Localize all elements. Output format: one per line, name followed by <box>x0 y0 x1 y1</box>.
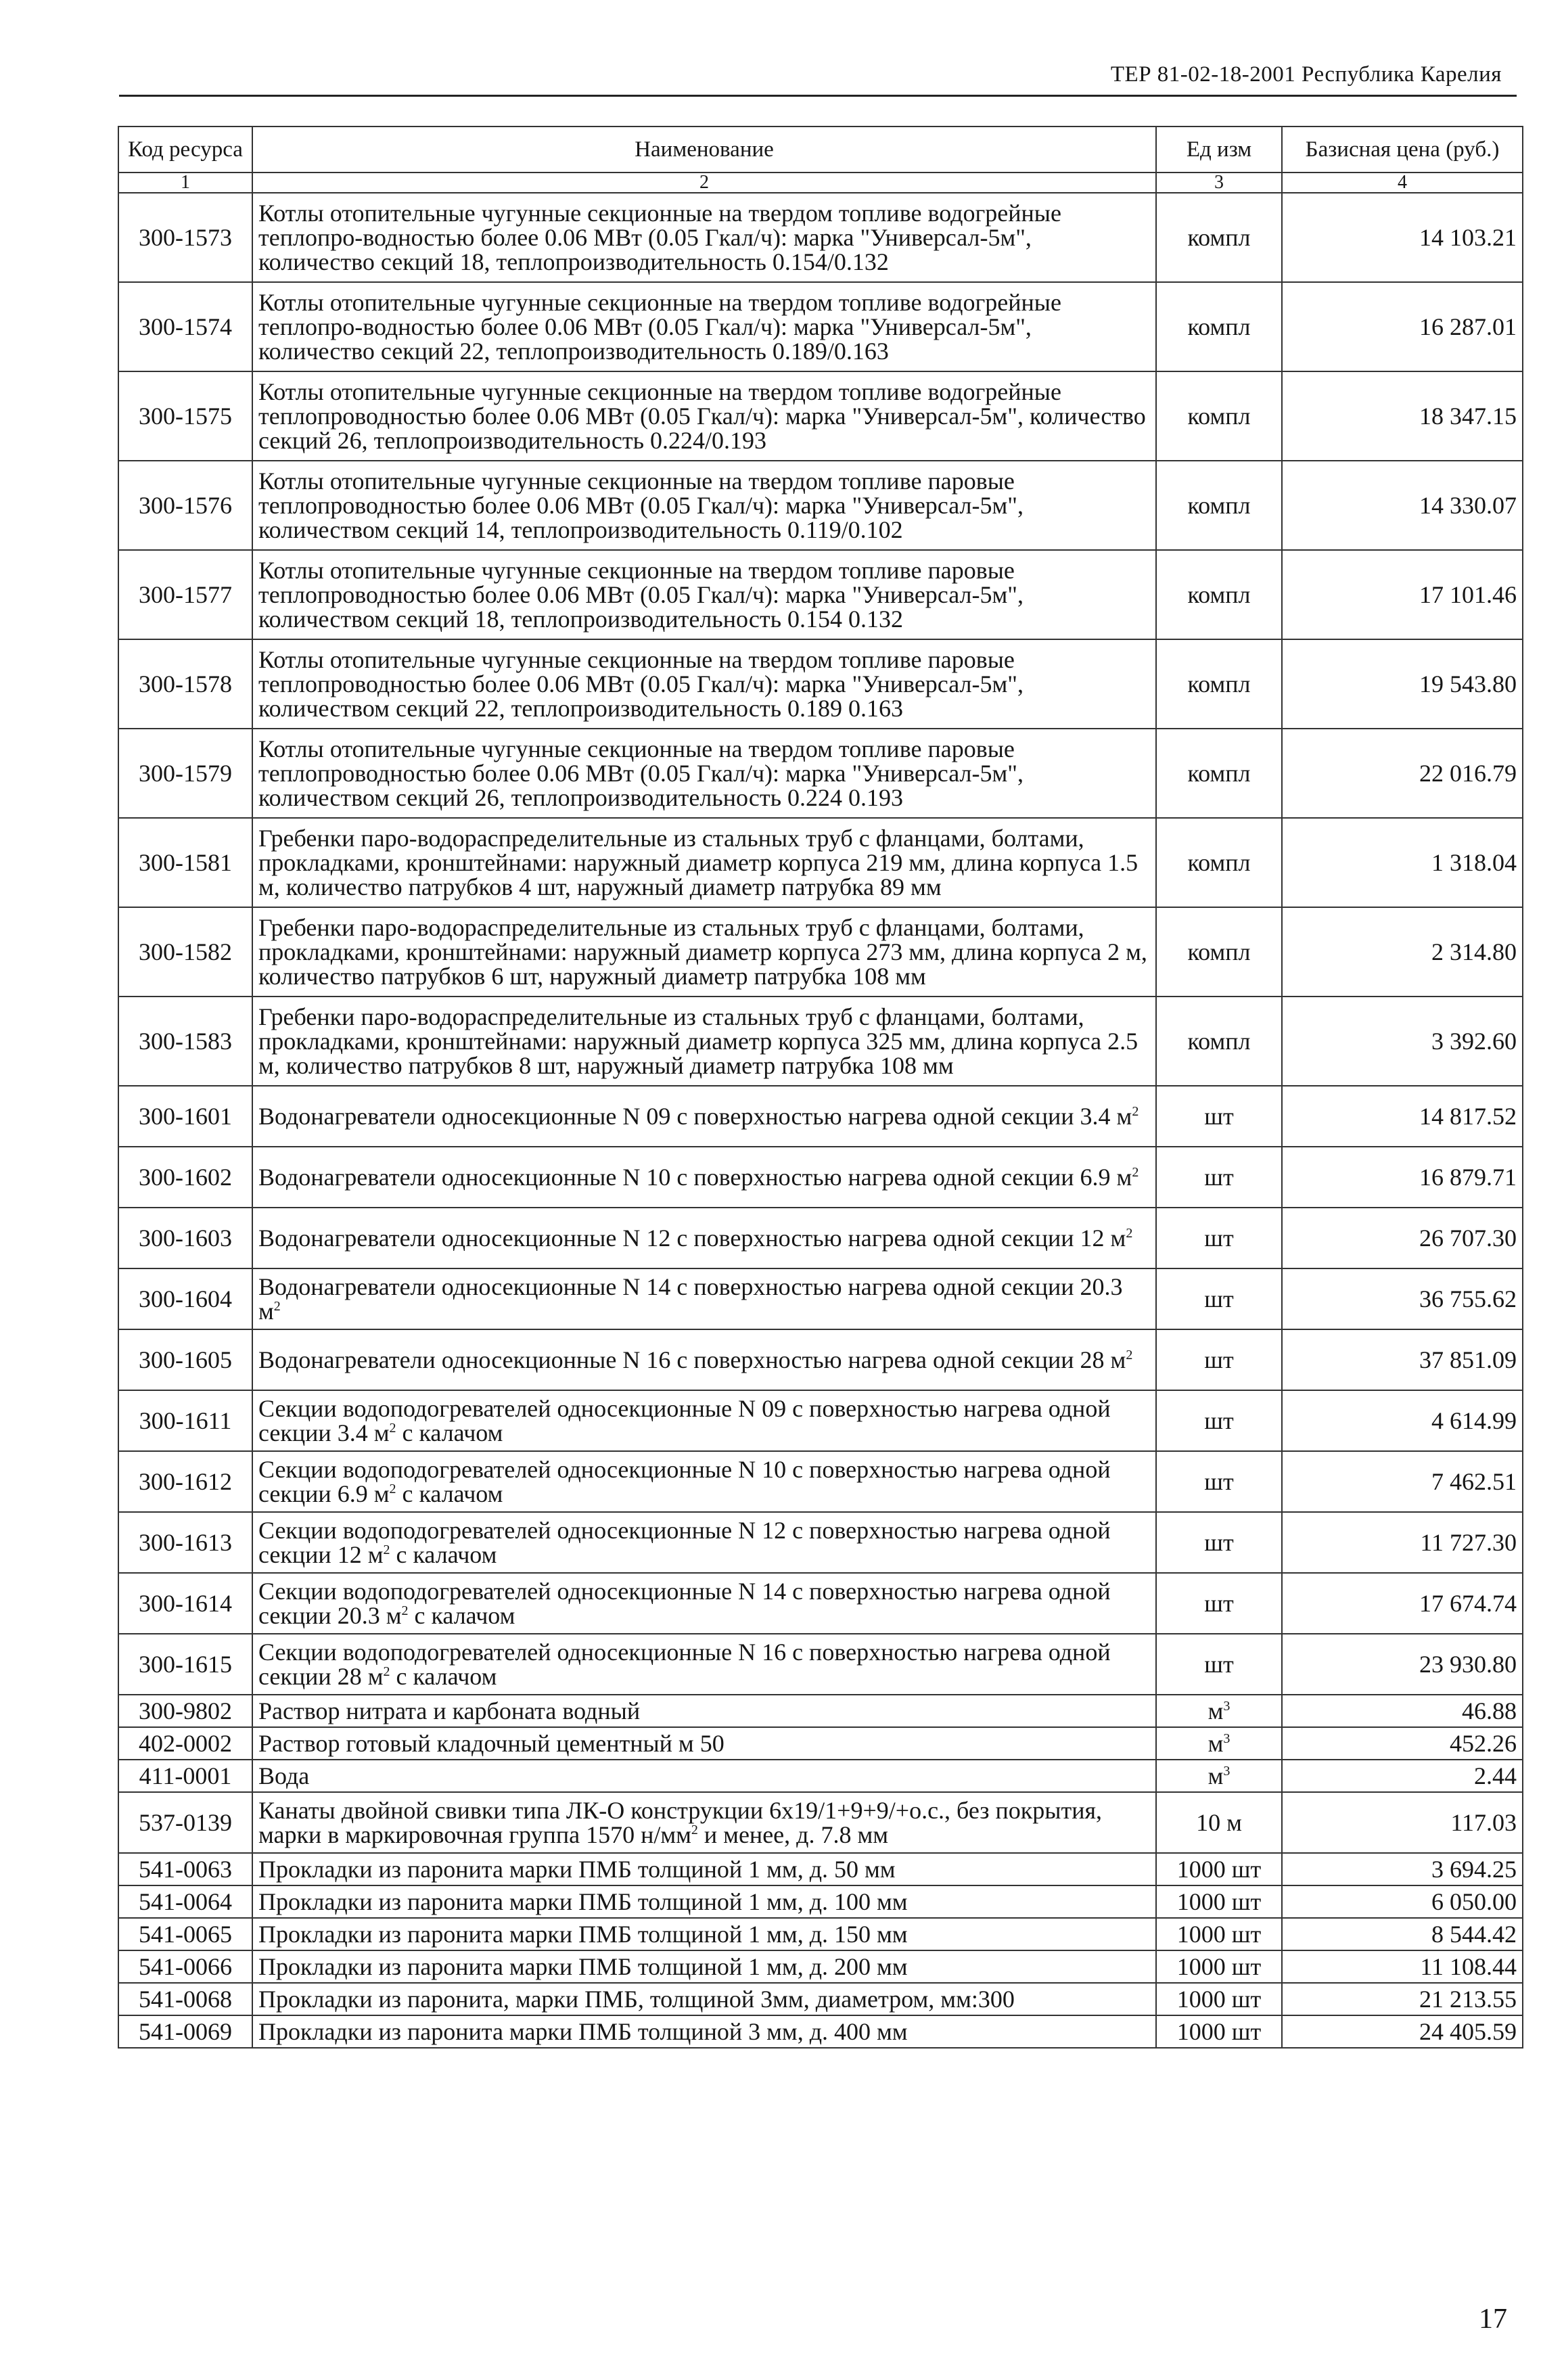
surface-area: 6.9 м <box>1080 1164 1132 1191</box>
unit-of-measure <box>1156 371 1282 461</box>
resource-name <box>252 1390 1156 1451</box>
resource-name <box>252 1950 1156 1983</box>
resource-name <box>252 1512 1156 1573</box>
unit-of-measure <box>1156 907 1282 997</box>
unit-text: шт <box>1204 1164 1234 1191</box>
unit-text: шт <box>1204 1529 1234 1556</box>
unit-of-measure <box>1156 997 1282 1086</box>
col-number: 4 <box>1282 173 1523 193</box>
table-row <box>118 729 1523 818</box>
base-price: 16 287.01 <box>1282 282 1523 371</box>
unit-text: шт <box>1204 1651 1234 1678</box>
resource-name <box>252 193 1156 282</box>
unit-of-measure <box>1156 1208 1282 1268</box>
unit-text: компл <box>1187 492 1251 519</box>
table-row <box>118 1885 1523 1918</box>
table-row <box>118 1634 1523 1695</box>
unit-text: 1000 шт <box>1176 1921 1262 1948</box>
unit-text: компл <box>1187 581 1251 608</box>
table-row <box>118 193 1523 282</box>
superscript: 2 <box>1126 1348 1133 1363</box>
surface-area: 6.9 м <box>337 1480 390 1507</box>
unit-text: шт <box>1204 1590 1234 1617</box>
resource-code: 300-9802 <box>118 1695 252 1727</box>
resource-code: 300-1575 <box>118 371 252 461</box>
resource-code: 300-1574 <box>118 282 252 371</box>
resource-name-text: Котлы отопительные чугунные секционные на твердом топливе паровые теплопроводностью более 0.06 МВт (0.05 Гкал/ч): марка "Универсал-5м", количеством секций 18, теплопроизводительность 0.154 0.132 <box>258 557 1024 633</box>
resource-name <box>252 461 1156 550</box>
unit-of-measure <box>1156 1760 1282 1792</box>
resource-name <box>252 997 1156 1086</box>
unit-text: 1000 шт <box>1176 2018 1262 2045</box>
resource-name-text: Прокладки из паронита марки ПМБ толщиной 1 мм, д. 200 мм <box>258 1953 908 1980</box>
table-row <box>118 907 1523 997</box>
superscript: 2 <box>383 1664 390 1679</box>
table-row <box>118 1695 1523 1727</box>
resource-name-text: Котлы отопительные чугунные секционные на твердом топливе паровые теплопроводностью более 0.06 МВт (0.05 Гкал/ч): марка "Универсал-5м", количеством секций 26, теплопроизводительность 0.224 0.193 <box>258 735 1024 811</box>
column-number-row <box>118 173 1523 193</box>
unit-of-measure <box>1156 1086 1282 1147</box>
resource-code: 300-1583 <box>118 997 252 1086</box>
base-price: 14 330.07 <box>1282 461 1523 550</box>
unit-text: шт <box>1204 1225 1234 1252</box>
unit-of-measure <box>1156 1573 1282 1634</box>
unit-of-measure <box>1156 1634 1282 1695</box>
table-row <box>118 1983 1523 2015</box>
table-row <box>118 997 1523 1086</box>
unit-of-measure <box>1156 1268 1282 1329</box>
unit-text: м <box>1208 1730 1224 1757</box>
unit-text: шт <box>1204 1468 1234 1495</box>
unit-of-measure <box>1156 1329 1282 1390</box>
resource-code: 541-0068 <box>118 1983 252 2015</box>
resource-name <box>252 371 1156 461</box>
unit-of-measure <box>1156 729 1282 818</box>
base-price: 3 694.25 <box>1282 1853 1523 1885</box>
resource-name-text: Секции водоподогревателей односекционные N 14 с поверхностью нагрева одной секции <box>258 1578 1111 1629</box>
base-price: 21 213.55 <box>1282 1983 1523 2015</box>
table-row <box>118 1853 1523 1885</box>
resource-name-suffix: с калачом <box>414 1602 515 1629</box>
resource-name <box>252 639 1156 729</box>
table-row <box>118 1147 1523 1208</box>
base-price: 7 462.51 <box>1282 1451 1523 1512</box>
resource-code: 300-1604 <box>118 1268 252 1329</box>
resource-name <box>252 1983 1156 2015</box>
resource-code: 300-1576 <box>118 461 252 550</box>
base-price: 14 817.52 <box>1282 1086 1523 1147</box>
base-price: 14 103.21 <box>1282 193 1523 282</box>
resource-name-text: Котлы отопительные чугунные секционные на твердом топливе паровые теплопроводностью более 0.06 МВт (0.05 Гкал/ч): марка "Универсал-5м", количеством секций 14, теплопроизводительность 0.119/0.102 <box>258 467 1024 543</box>
resource-code: 541-0063 <box>118 1853 252 1885</box>
base-price: 3 392.60 <box>1282 997 1523 1086</box>
resource-name <box>252 1147 1156 1208</box>
resource-code: 300-1602 <box>118 1147 252 1208</box>
unit-text: м <box>1208 1697 1224 1724</box>
resource-name <box>252 550 1156 639</box>
unit-text: компл <box>1187 1028 1251 1055</box>
unit-text: м <box>1208 1762 1224 1789</box>
base-price: 11 727.30 <box>1282 1512 1523 1573</box>
unit-text: 1000 шт <box>1176 1856 1262 1883</box>
base-price: 11 108.44 <box>1282 1950 1523 1983</box>
resource-name-text: Водонагреватели односекционные N 09 с поверхностью нагрева одной секции <box>258 1103 1074 1130</box>
base-price: 4 614.99 <box>1282 1390 1523 1451</box>
resource-name-text: Водонагреватели односекционные N 10 с поверхностью нагрева одной секции <box>258 1164 1074 1191</box>
resource-name-suffix: с калачом <box>396 1663 497 1690</box>
resource-code: 300-1581 <box>118 818 252 907</box>
col-header-price: Базисная цена (руб.) <box>1282 127 1523 173</box>
resource-code: 300-1615 <box>118 1634 252 1695</box>
surface-area: 3.4 м <box>337 1419 390 1446</box>
table-row <box>118 1950 1523 1983</box>
unit-text: компл <box>1187 224 1251 251</box>
resource-code: 300-1582 <box>118 907 252 997</box>
table-row <box>118 818 1523 907</box>
resource-name-text: Канаты двойной свивки типа ЛК-О конструкции 6х19/1+9+9/+о.с., без покрытия, марки в маркировочная группа 1570 н/мм <box>258 1797 1103 1848</box>
resource-code: 411-0001 <box>118 1760 252 1792</box>
resource-name-text: Котлы отопительные чугунные секционные на твердом топливе водогрейные теплопро-водностью более 0.06 МВт (0.05 Гкал/ч): марка "Универсал-5м", количество секций 18, теплопроизводительность 0.154/0.132 <box>258 200 1061 275</box>
unit-text: 1000 шт <box>1176 1888 1262 1915</box>
col-number: 1 <box>118 173 252 193</box>
table-header-row <box>118 127 1523 173</box>
resource-name-text: Гребенки паро-водораспределительные из стальных труб с фланцами, болтами, прокладками, кронштейнами: наружный диаметр корпуса 325 мм, длина корпуса 2.5 м, количество патрубков 8 шт, наружный диаметр патрубка 108 мм <box>258 1003 1138 1079</box>
resource-name-text: Котлы отопительные чугунные секционные на твердом топливе водогрейные теплопро-водностью более 0.06 МВт (0.05 Гкал/ч): марка "Универсал-5м", количество секций 22, теплопроизводительность 0.189/0.163 <box>258 289 1061 365</box>
resource-name <box>252 2015 1156 2048</box>
table-row <box>118 461 1523 550</box>
resource-name-text: Водонагреватели односекционные N 16 с поверхностью нагрева одной секции <box>258 1346 1074 1373</box>
resource-name <box>252 1918 1156 1950</box>
base-price: 19 543.80 <box>1282 639 1523 729</box>
superscript: 3 <box>1223 1764 1230 1779</box>
resource-name <box>252 729 1156 818</box>
table-row <box>118 371 1523 461</box>
resource-code: 537-0139 <box>118 1792 252 1853</box>
resource-code: 541-0065 <box>118 1918 252 1950</box>
unit-text: шт <box>1204 1103 1234 1130</box>
col-header-unit: Ед изм <box>1156 127 1282 173</box>
table-row <box>118 1208 1523 1268</box>
resource-name <box>252 1885 1156 1918</box>
unit-of-measure <box>1156 1451 1282 1512</box>
table-row <box>118 1918 1523 1950</box>
table-row <box>118 1086 1523 1147</box>
base-price: 17 674.74 <box>1282 1573 1523 1634</box>
base-price: 2.44 <box>1282 1760 1523 1792</box>
resource-name-text: Секции водоподогревателей односекционные N 10 с поверхностью нагрева одной секции <box>258 1456 1111 1507</box>
resource-name <box>252 1727 1156 1760</box>
surface-area: 20.3 м <box>258 1273 1123 1325</box>
base-price: 117.03 <box>1282 1792 1523 1853</box>
unit-of-measure <box>1156 818 1282 907</box>
table-row <box>118 1792 1523 1853</box>
surface-area: 20.3 м <box>337 1602 402 1629</box>
base-price: 1 318.04 <box>1282 818 1523 907</box>
superscript: 2 <box>1126 1226 1133 1241</box>
table-row <box>118 550 1523 639</box>
resource-code: 300-1611 <box>118 1390 252 1451</box>
base-price: 17 101.46 <box>1282 550 1523 639</box>
resource-code: 541-0064 <box>118 1885 252 1918</box>
superscript: 2 <box>1132 1104 1139 1119</box>
resource-code: 402-0002 <box>118 1727 252 1760</box>
superscript: 2 <box>389 1421 396 1436</box>
table-row <box>118 1760 1523 1792</box>
resource-code: 300-1614 <box>118 1573 252 1634</box>
base-price: 22 016.79 <box>1282 729 1523 818</box>
resource-name <box>252 1208 1156 1268</box>
unit-text: компл <box>1187 760 1251 787</box>
resource-name <box>252 818 1156 907</box>
resource-code: 300-1573 <box>118 193 252 282</box>
unit-of-measure <box>1156 282 1282 371</box>
table-row <box>118 2015 1523 2048</box>
resource-code: 541-0069 <box>118 2015 252 2048</box>
resource-code: 300-1603 <box>118 1208 252 1268</box>
unit-of-measure <box>1156 1512 1282 1573</box>
resource-name <box>252 1451 1156 1512</box>
table-row <box>118 1512 1523 1573</box>
resource-name <box>252 282 1156 371</box>
resource-name-text: Прокладки из паронита, марки ПМБ, толщиной 3мм, диаметром, мм:300 <box>258 1986 1015 2013</box>
table-row <box>118 1329 1523 1390</box>
surface-area: 28 м <box>1080 1346 1126 1373</box>
base-price: 16 879.71 <box>1282 1147 1523 1208</box>
resource-name-text: Гребенки паро-водораспределительные из стальных труб с фланцами, болтами, прокладками, кронштейнами: наружный диаметр корпуса 273 мм, длина корпуса 2 м, количество патрубков 6 шт, наружный диаметр патрубка 108 мм <box>258 914 1147 990</box>
resource-code: 300-1605 <box>118 1329 252 1390</box>
superscript: 2 <box>691 1823 698 1837</box>
surface-area: 12 м <box>1080 1225 1126 1252</box>
superscript: 2 <box>389 1482 396 1496</box>
resource-name-text: Секции водоподогревателей односекционные N 09 с поверхностью нагрева одной секции <box>258 1395 1111 1446</box>
superscript: 2 <box>273 1299 281 1314</box>
superscript: 2 <box>401 1603 409 1618</box>
base-price: 2 314.80 <box>1282 907 1523 997</box>
resource-name <box>252 1760 1156 1792</box>
base-price: 8 544.42 <box>1282 1918 1523 1950</box>
resource-name-text: Прокладки из паронита марки ПМБ толщиной 1 мм, д. 100 мм <box>258 1888 908 1915</box>
resource-name-text: Секции водоподогревателей односекционные N 12 с поверхностью нагрева одной секции <box>258 1517 1111 1568</box>
resource-name <box>252 1634 1156 1695</box>
base-price: 18 347.15 <box>1282 371 1523 461</box>
resource-name <box>252 1329 1156 1390</box>
base-price: 26 707.30 <box>1282 1208 1523 1268</box>
resource-name <box>252 907 1156 997</box>
unit-of-measure <box>1156 1792 1282 1853</box>
table-row <box>118 1268 1523 1329</box>
unit-of-measure <box>1156 639 1282 729</box>
unit-of-measure <box>1156 1147 1282 1208</box>
base-price: 37 851.09 <box>1282 1329 1523 1390</box>
resource-code: 300-1612 <box>118 1451 252 1512</box>
unit-of-measure <box>1156 1918 1282 1950</box>
base-price: 23 930.80 <box>1282 1634 1523 1695</box>
unit-of-measure <box>1156 1853 1282 1885</box>
unit-text: компл <box>1187 670 1251 697</box>
resource-code: 300-1577 <box>118 550 252 639</box>
resource-name <box>252 1268 1156 1329</box>
unit-of-measure <box>1156 1885 1282 1918</box>
unit-of-measure <box>1156 1695 1282 1727</box>
resource-name-text: Раствор нитрата и карбоната водный <box>258 1697 641 1724</box>
table-row <box>118 1573 1523 1634</box>
resource-name-suffix: и менее, д. 7.8 мм <box>704 1821 889 1848</box>
resource-name <box>252 1573 1156 1634</box>
unit-text: шт <box>1204 1285 1234 1312</box>
resource-name-text: Котлы отопительные чугунные секционные на твердом топливе водогрейные теплопроводностью более 0.06 МВт (0.05 Гкал/ч): марка "Универсал-5м", количество секций 26, теплопроизводительность 0.224/0.193 <box>258 378 1146 454</box>
base-price: 46.88 <box>1282 1695 1523 1727</box>
col-number: 3 <box>1156 173 1282 193</box>
superscript: 2 <box>383 1542 390 1557</box>
resource-name-text: Котлы отопительные чугунные секционные на твердом топливе паровые теплопроводностью более 0.06 МВт (0.05 Гкал/ч): марка "Универсал-5м", количеством секций 22, теплопроизводительность 0.189 0.163 <box>258 646 1024 722</box>
header-rule <box>119 95 1517 97</box>
resource-name-suffix: с калачом <box>402 1419 503 1446</box>
resource-name-suffix: с калачом <box>402 1480 503 1507</box>
unit-of-measure <box>1156 1950 1282 1983</box>
resource-name <box>252 1086 1156 1147</box>
resource-name-text: Водонагреватели односекционные N 12 с поверхностью нагрева одной секции <box>258 1225 1074 1252</box>
superscript: 3 <box>1223 1699 1230 1714</box>
unit-of-measure <box>1156 193 1282 282</box>
unit-of-measure <box>1156 1983 1282 2015</box>
resource-price-table <box>118 126 1523 2049</box>
document-header: ТЕР 81-02-18-2001 Республика Карелия <box>1110 62 1502 87</box>
table-row <box>118 639 1523 729</box>
base-price: 36 755.62 <box>1282 1268 1523 1329</box>
unit-of-measure <box>1156 1390 1282 1451</box>
unit-text: компл <box>1187 403 1251 430</box>
unit-text: компл <box>1187 313 1251 340</box>
table-row <box>118 1727 1523 1760</box>
resource-name-text: Секции водоподогревателей односекционные N 16 с поверхностью нагрева одной секции <box>258 1639 1111 1690</box>
resource-name-text: Вода <box>258 1762 310 1789</box>
resource-name-text: Гребенки паро-водораспределительные из стальных труб с фланцами, болтами, прокладками, кронштейнами: наружный диаметр корпуса 219 мм, длина корпуса 1.5 м, количество патрубков 4 шт, наружный диаметр патрубка 89 мм <box>258 825 1138 900</box>
unit-text: компл <box>1187 938 1251 965</box>
superscript: 3 <box>1223 1731 1230 1746</box>
unit-text: компл <box>1187 849 1251 876</box>
unit-text: 10 м <box>1196 1809 1242 1836</box>
col-header-code: Код ресурса <box>118 127 252 173</box>
unit-text: 1000 шт <box>1176 1986 1262 2013</box>
base-price: 24 405.59 <box>1282 2015 1523 2048</box>
unit-text: 1000 шт <box>1176 1953 1262 1980</box>
resource-code: 300-1613 <box>118 1512 252 1573</box>
table-row <box>118 1451 1523 1512</box>
surface-area: 3.4 м <box>1080 1103 1132 1130</box>
resource-name-text: Прокладки из паронита марки ПМБ толщиной 1 мм, д. 150 мм <box>258 1921 908 1948</box>
unit-of-measure <box>1156 461 1282 550</box>
table-row <box>118 282 1523 371</box>
col-number: 2 <box>252 173 1156 193</box>
resource-name-text: Водонагреватели односекционные N 14 с поверхностью нагрева одной секции <box>258 1273 1074 1300</box>
resource-name <box>252 1853 1156 1885</box>
unit-of-measure <box>1156 2015 1282 2048</box>
page-number: 17 <box>1479 2304 1507 2335</box>
surface-area: 12 м <box>337 1541 384 1568</box>
resource-code: 300-1579 <box>118 729 252 818</box>
surface-area: 28 м <box>337 1663 384 1690</box>
unit-of-measure <box>1156 1727 1282 1760</box>
resource-name <box>252 1695 1156 1727</box>
unit-text: шт <box>1204 1346 1234 1373</box>
resource-name-text: Раствор готовый кладочный цементный м 50 <box>258 1730 724 1757</box>
col-header-name: Наименование <box>252 127 1156 173</box>
unit-of-measure <box>1156 550 1282 639</box>
resource-code: 300-1578 <box>118 639 252 729</box>
base-price: 6 050.00 <box>1282 1885 1523 1918</box>
resource-name-text: Прокладки из паронита марки ПМБ толщиной 1 мм, д. 50 мм <box>258 1856 896 1883</box>
resource-name-text: Прокладки из паронита марки ПМБ толщиной 3 мм, д. 400 мм <box>258 2018 908 2045</box>
resource-code: 541-0066 <box>118 1950 252 1983</box>
resource-name-suffix: с калачом <box>396 1541 497 1568</box>
base-price: 452.26 <box>1282 1727 1523 1760</box>
resource-name <box>252 1792 1156 1853</box>
table-row <box>118 1390 1523 1451</box>
resource-code: 300-1601 <box>118 1086 252 1147</box>
unit-text: шт <box>1204 1407 1234 1434</box>
superscript: 2 <box>1132 1165 1139 1180</box>
